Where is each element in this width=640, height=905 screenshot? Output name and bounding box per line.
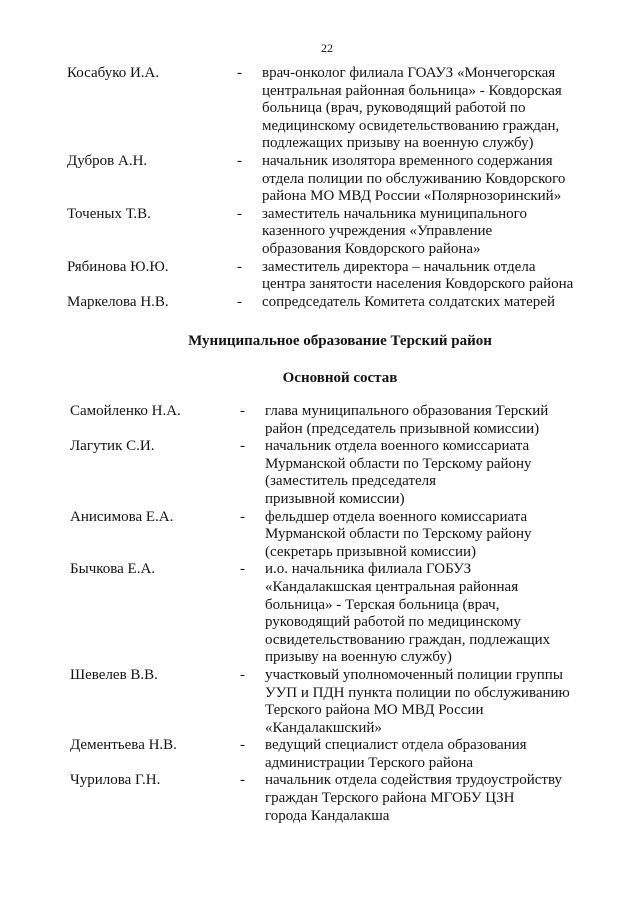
member-role-line: казенного учреждения «Управление (262, 223, 493, 240)
member-name: Самойленко Н.А. (70, 403, 181, 419)
dash-separator: - (237, 65, 242, 81)
member-role-line: центра занятости населения Ковдорского района (262, 276, 574, 293)
member-name: Точеных Т.В. (67, 205, 151, 222)
member-role (262, 65, 640, 153)
member-name: Анисимова Е.А. (70, 508, 174, 525)
member-role-line: (секретарь призывной комиссии) (265, 543, 476, 560)
section-subheading: Основной состав (282, 370, 398, 386)
member-name: Чурилова Г.Н. (70, 772, 161, 789)
dash-separator: - (240, 508, 245, 525)
member-row (0, 206, 640, 259)
dash-separator: - (240, 772, 245, 789)
member-role-line: участковый уполномоченный полиции группы (265, 666, 563, 683)
member-name: Шевелев В.В. (70, 666, 158, 683)
member-name: Дубров А.Н. (67, 152, 148, 169)
dash-separator: - (240, 403, 245, 419)
member-role-line: начальник отдела содействия трудоустройству (265, 772, 563, 789)
member-role (265, 509, 640, 562)
member-role-line: отдела полиции по обслуживанию Ковдорского (262, 170, 566, 187)
member-role-line: УУП и ПДН пункта полиции по обслуживанию (265, 684, 570, 701)
member-role-line: призывной комиссии) (265, 490, 405, 507)
member-role-line: граждан Терского района МГОБУ ЦЗН (265, 790, 515, 807)
member-role-line: призыву на военную службу) (265, 649, 452, 666)
member-name: Дементьева Н.В. (70, 737, 177, 754)
member-row (3, 561, 640, 667)
member-role (262, 259, 640, 294)
dash-separator: - (237, 152, 242, 169)
dash-separator: - (237, 293, 242, 310)
page-number: 22 (321, 41, 333, 55)
member-role-line: глава муниципального образования Терский (265, 403, 549, 419)
member-role (265, 667, 640, 737)
main-composition-members (3, 403, 640, 825)
member-role-line: Терского района МО МВД России (265, 702, 484, 719)
member-role-line: «Кандалакшская центральная районная (265, 578, 519, 595)
member-row (3, 737, 640, 772)
member-role-line: больница» - Терская больница (врач, (265, 596, 500, 613)
member-role-line: район (председатель призывной комиссии) (265, 420, 540, 437)
dash-separator: - (240, 561, 245, 578)
member-name: Рябинова Ю.Ю. (67, 258, 169, 275)
member-role (265, 561, 640, 667)
member-role-line: ведущий специалист отдела образования (265, 737, 527, 754)
member-role (262, 153, 640, 206)
member-row (0, 153, 640, 206)
section-heading: Муниципальное образование Терский район (188, 333, 492, 349)
member-role (265, 737, 640, 772)
member-role-line: начальник отдела военного комиссариата (265, 438, 530, 455)
member-role (265, 772, 640, 825)
commission-members-continued (0, 65, 640, 311)
member-role-line: подлежащих призыву на военную службу) (262, 135, 534, 152)
dash-separator: - (240, 666, 245, 683)
member-row (3, 772, 640, 825)
member-role-line: и.о. начальника филиала ГОБУЗ (265, 561, 472, 578)
member-row (3, 667, 640, 737)
member-role-line: врач-онколог филиала ГОАУЗ «Мончегорская (262, 65, 556, 81)
member-role-line: района МО МВД России «Полярнозоринский» (262, 188, 562, 205)
member-role-line: образования Ковдорского района» (262, 240, 481, 257)
dash-separator: - (240, 438, 245, 455)
member-role-line: Мурманской области по Терскому району (265, 526, 532, 543)
member-row (3, 509, 640, 562)
member-role-line: администрации Терского района (265, 754, 474, 771)
member-role-line: (заместитель председателя (265, 473, 437, 490)
member-name: Лагутик С.И. (70, 438, 155, 455)
member-role-line: заместитель директора – начальник отдела (262, 258, 536, 275)
member-role (262, 294, 640, 312)
member-name: Косабуко И.А. (67, 65, 160, 81)
member-role-line: центральная районная больница» - Ковдорская (262, 82, 562, 99)
member-role-line: «Кандалакшский» (265, 719, 382, 736)
member-role-line: сопредседатель Комитета солдатских матерей (262, 293, 555, 310)
member-row (0, 65, 640, 153)
member-name: Бычкова Е.А. (70, 561, 156, 578)
dash-separator: - (237, 205, 242, 222)
member-role-line: медицинскому освидетельствованию граждан, (262, 117, 560, 134)
member-role-line: больница (врач, руководящий работой по (262, 100, 526, 117)
member-role-line: Мурманской области по Терскому району (265, 455, 532, 472)
member-role (265, 403, 640, 438)
member-row (3, 438, 640, 508)
member-role-line: начальник изолятора временного содержания (262, 152, 553, 169)
dash-separator: - (240, 737, 245, 754)
member-role (265, 438, 640, 508)
dash-separator: - (237, 258, 242, 275)
member-row (0, 259, 640, 294)
member-row (0, 294, 640, 312)
member-role (262, 206, 640, 259)
member-row (3, 403, 640, 438)
member-role-line: руководящий работой по медицинскому (265, 614, 521, 631)
member-role-line: освидетельствованию граждан, подлежащих (265, 631, 551, 648)
member-role-line: города Кандалакша (265, 807, 390, 824)
member-role-line: заместитель начальника муниципального (262, 205, 527, 222)
member-role-line: фельдшер отдела военного комиссариата (265, 508, 528, 525)
member-name: Маркелова Н.В. (67, 293, 169, 310)
